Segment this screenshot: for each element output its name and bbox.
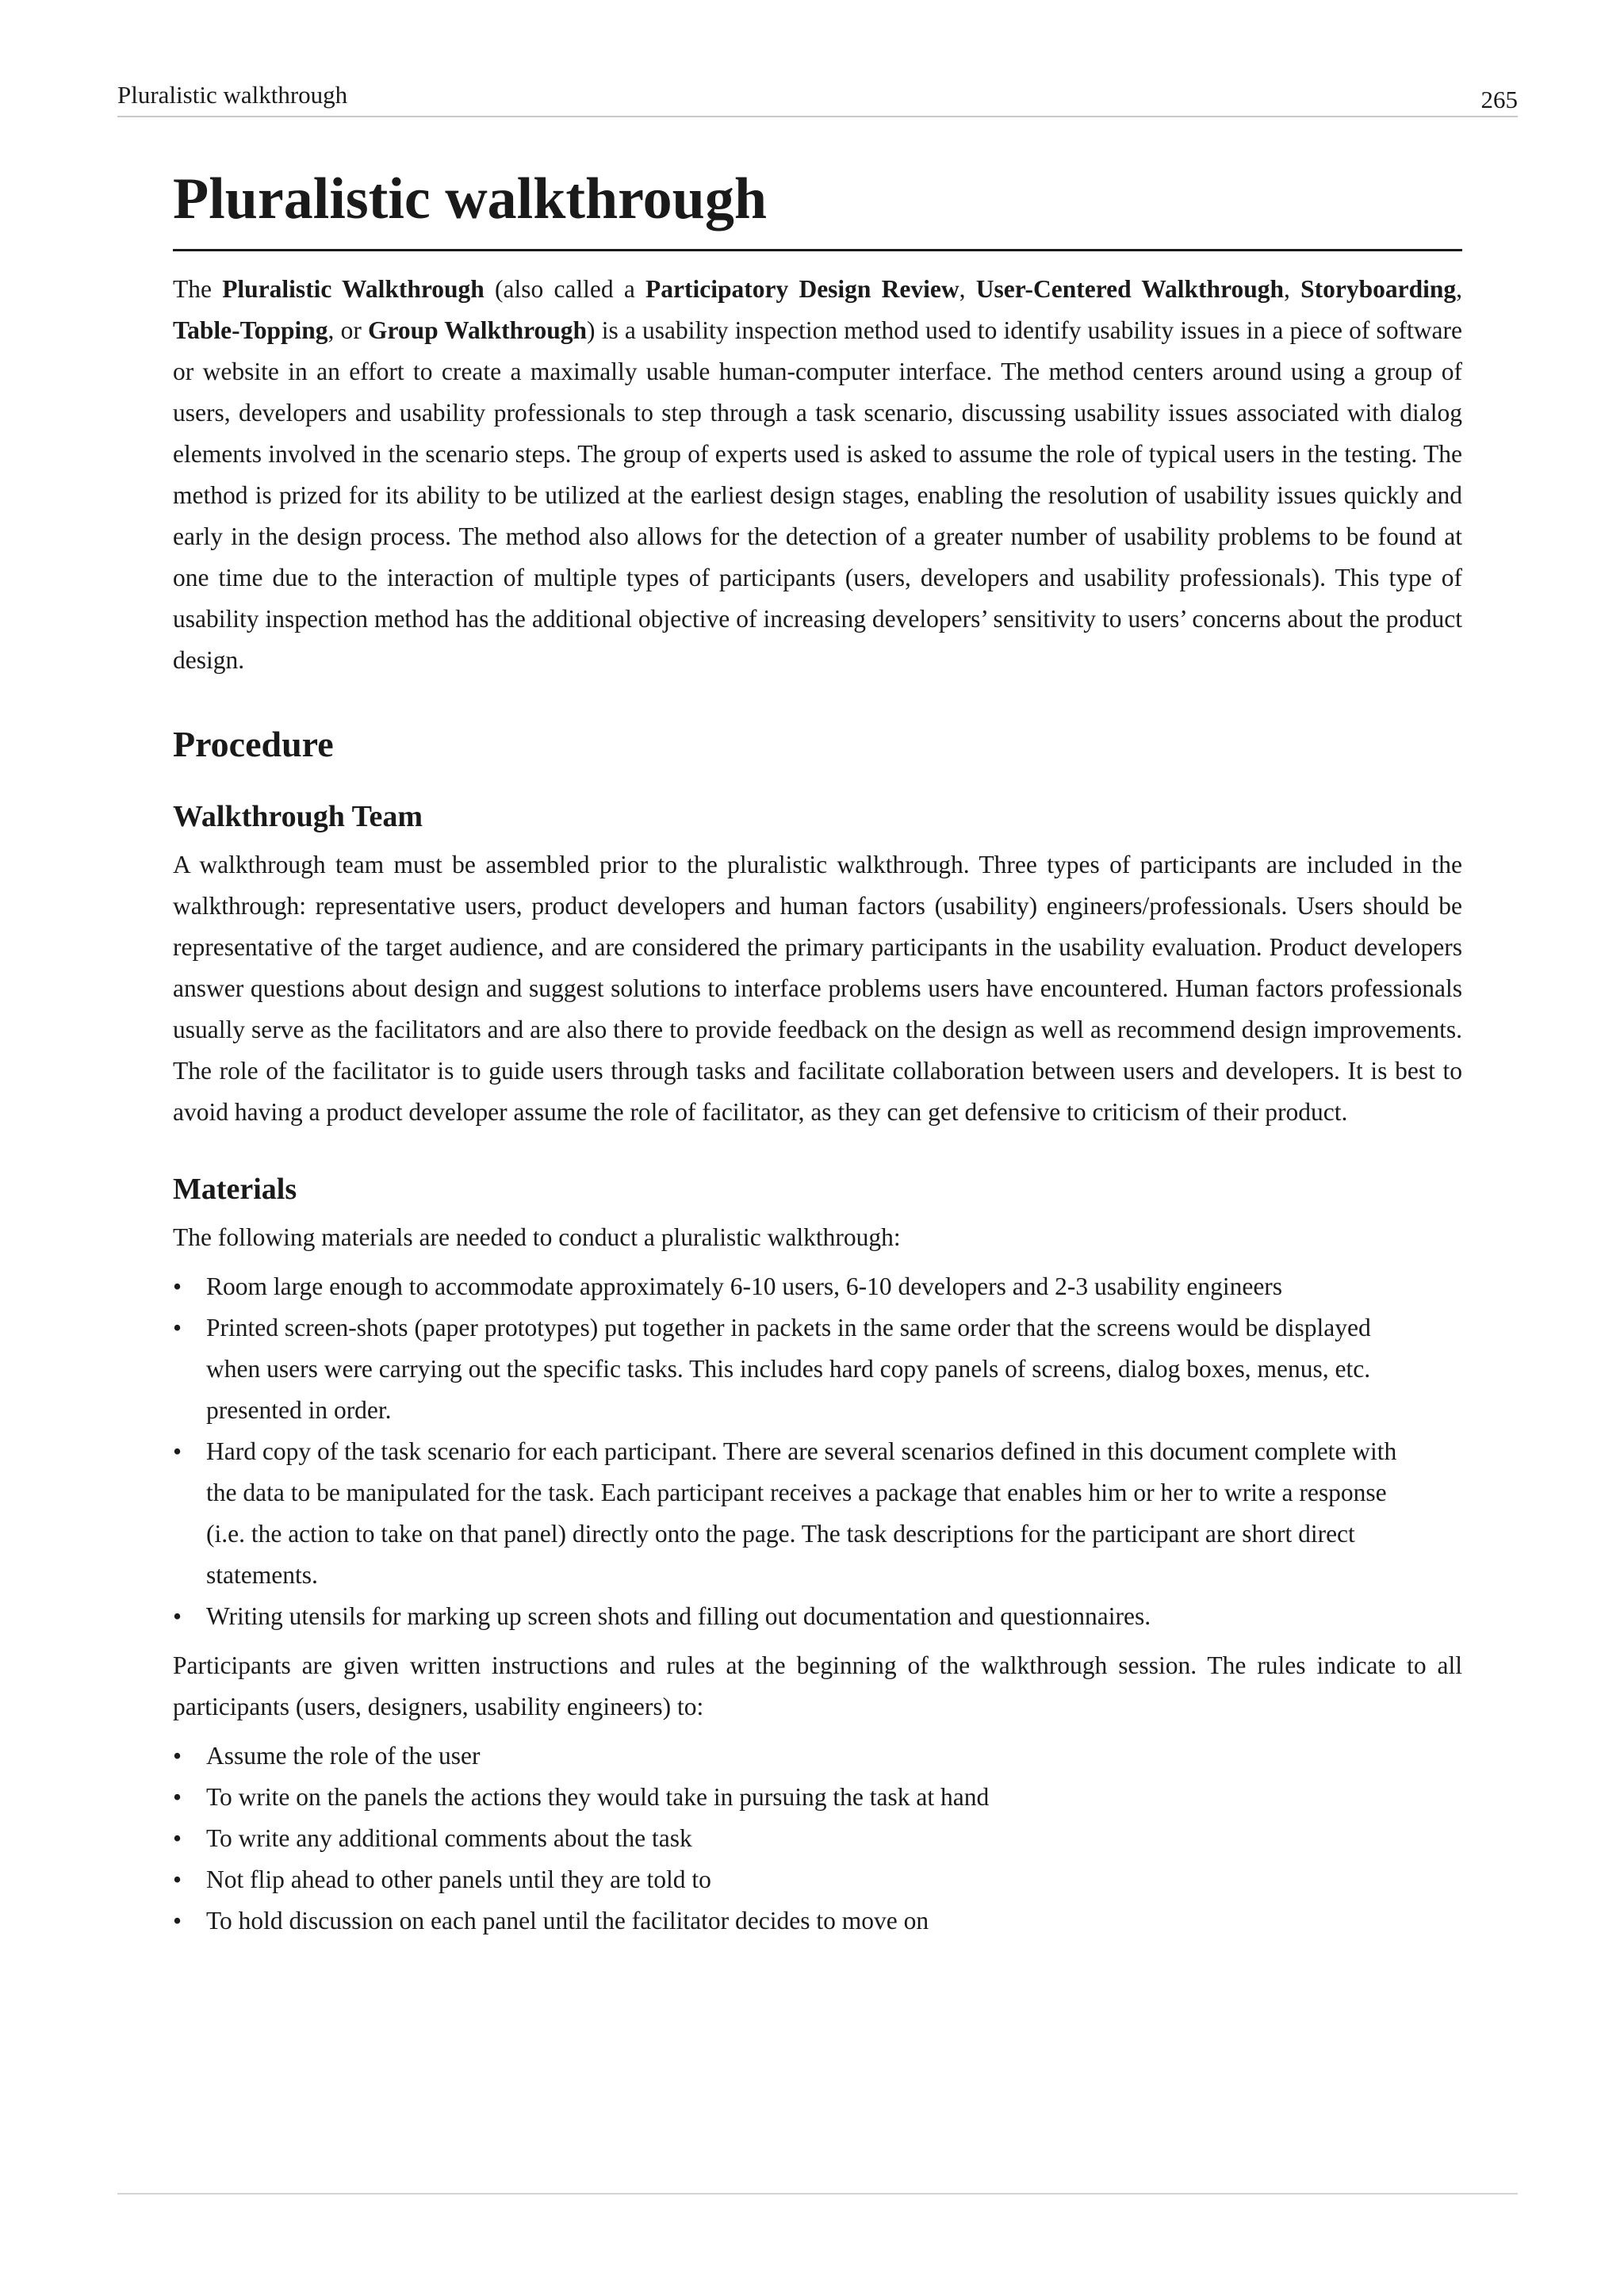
list-item-text: Room large enough to accommodate approximately 6-10 users, 6-10 developers and 2-3 usability engineers	[206, 1272, 1283, 1300]
list-item	[173, 1596, 1462, 1637]
list-item	[173, 1777, 1462, 1818]
bullet-icon: •	[173, 1866, 182, 1893]
list-item-text: Printed screen-shots (paper prototypes) put together in packets in the same order that the screens would be displayed when users were carrying out the specific tasks. This includes hard copy panels of screens, dialog boxes, menus, etc. presented in order.	[206, 1314, 1371, 1424]
term-table-topping: Table-Topping	[173, 316, 328, 344]
rules-list	[173, 1735, 1462, 1942]
bullet-icon: •	[173, 1824, 182, 1852]
materials-heading: Materials	[173, 1173, 297, 1206]
materials-list	[173, 1266, 1462, 1637]
bullet-icon: •	[173, 1602, 182, 1630]
intro-text: ,	[959, 275, 976, 303]
bullet-icon: •	[173, 1783, 182, 1811]
intro-text: , or	[327, 316, 368, 344]
bullet-icon: •	[173, 1437, 182, 1465]
walkthrough-team-heading: Walkthrough Team	[173, 800, 423, 833]
term-group-walkthrough: Group Walkthrough	[368, 316, 588, 344]
article-content	[173, 155, 1462, 1950]
intro-text: The	[173, 275, 223, 303]
running-title: Pluralistic walkthrough	[117, 81, 348, 109]
intro-text: ,	[1284, 275, 1301, 303]
list-item	[173, 1431, 1462, 1596]
term-pluralistic-walkthrough: Pluralistic Walkthrough	[222, 275, 485, 303]
list-item	[173, 1735, 1462, 1777]
term-participatory-design-review: Participatory Design Review	[645, 275, 959, 303]
footer-rule	[117, 2193, 1518, 2195]
materials-intro: The following materials are needed to conduct a pluralistic walkthrough:	[173, 1223, 901, 1251]
bullet-icon: •	[173, 1742, 182, 1770]
list-item-text: To hold discussion on each panel until the facilitator decides to move on	[206, 1907, 929, 1934]
running-header	[117, 79, 1518, 117]
intro-text: (also called a	[484, 275, 646, 303]
intro-text: ) is a usability inspection method used to identify usability issues in a piece of software or website in an effort to create a maximally usable human-computer interface. The method centers around using a group of users, developers and usability professionals to step through a task scenario, discussing usability issues associated with dialog elements involved in the scenario steps. The group of experts used is asked to assume the role of typical users in the testing. The method is prized for its ability to be utilized at the earliest design stages, enabling the resolution of usability issues quickly and early in the design process. The method also allows for the detection of a greater number of usability problems to be found at one time due to the interaction of multiple types of participants (users, developers and usability professionals). This type of usability inspection method has the additional objective of increasing developers’ sensitivity to users’ concerns about the product design.	[173, 316, 1463, 674]
page-number: 265	[1480, 86, 1518, 113]
term-user-centered-walkthrough: User-Centered Walkthrough	[975, 275, 1285, 303]
bullet-icon: •	[173, 1314, 182, 1341]
procedure-heading: Procedure	[173, 724, 334, 764]
intro-text: ,	[1456, 275, 1463, 303]
page-title: Pluralistic walkthrough	[173, 155, 1462, 251]
list-item-text: To write on the panels the actions they would take in pursuing the task at hand	[206, 1783, 990, 1811]
list-item-text: Writing utensils for marking up screen shots and filling out documentation and questionnaires.	[206, 1602, 1151, 1630]
bullet-icon: •	[173, 1907, 182, 1934]
list-item-text: Hard copy of the task scenario for each participant. There are several scenarios defined in this document complete with the data to be manipulated for the task. Each participant receives a package that enables him or her to write a response (i.e. the action to take on that panel) directly onto the page. The task descriptions for the participant are short direct statements.	[206, 1437, 1397, 1589]
rules-intro-paragraph: Participants are given written instructions and rules at the beginning of the walkthrough session. The rules indicate to all participants (users, designers, usability engineers) to:	[173, 1651, 1462, 1720]
bullet-icon: •	[173, 1272, 182, 1300]
walkthrough-team-paragraph: A walkthrough team must be assembled prior to the pluralistic walkthrough. Three types of participants are included in the walkthrough: representative users, product developers and human factors (usability) engineers/professionals. Users should be representative of the target audience, and are considered the primary participants in the usability evaluation. Product developers answer questions about design and suggest solutions to interface problems users have encountered. Human factors professionals usually serve as the facilitators and are also there to provide feedback on the design as well as recommend design improvements. The role of the facilitator is to guide users through tasks and facilitate collaboration between users and developers. It is best to avoid having a product developer assume the role of facilitator, as they can get defensive to criticism of their product.	[173, 851, 1462, 1126]
list-item-text: Assume the role of the user	[206, 1742, 481, 1770]
list-item	[173, 1266, 1462, 1307]
list-item	[173, 1307, 1462, 1431]
list-item	[173, 1859, 1462, 1900]
intro-paragraph	[173, 269, 1462, 681]
list-item	[173, 1818, 1462, 1859]
list-item	[173, 1900, 1462, 1942]
term-storyboarding: Storyboarding	[1300, 275, 1457, 303]
list-item-text: Not flip ahead to other panels until they are told to	[206, 1866, 711, 1893]
list-item-text: To write any additional comments about the task	[206, 1824, 692, 1852]
